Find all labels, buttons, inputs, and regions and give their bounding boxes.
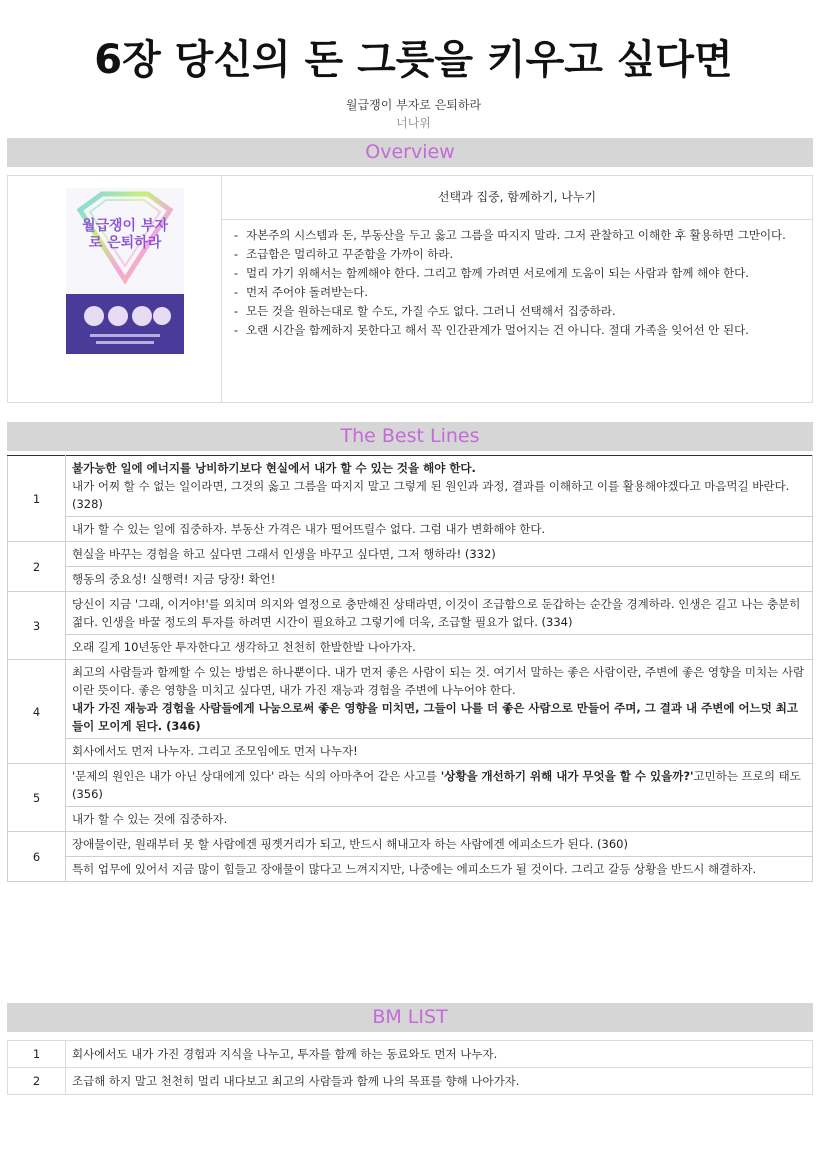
list-item: - 자본주의 시스템과 돈, 부동산을 두고 옳고 그름을 따지지 말라. 그저 관찰하고 이해한 후 활용하면 그만이다. <box>234 226 806 245</box>
bm-text: 조급해 하지 말고 천천히 멀리 내다보고 최고의 사람들과 함께 나의 목표를 향해 나아가자. <box>66 1068 813 1095</box>
table-row <box>8 660 813 739</box>
book-cover-cell <box>8 176 222 402</box>
overview-box <box>7 175 813 403</box>
overview-heading: 선택과 집중, 함께하기, 나누기 <box>222 176 812 220</box>
table-row <box>8 1068 813 1095</box>
cover-title: 월급쟁이 부자로 은퇴하라 <box>81 218 169 251</box>
list-item: - 멀리 가기 위해서는 함께해야 한다. 그리고 함께 가려면 서로에게 도움이 되는 사람과 함께 해야 한다. <box>234 264 806 283</box>
page-title: 6장 당신의 돈 그릇을 키우고 싶다면 <box>94 37 733 83</box>
table-row <box>8 567 813 592</box>
entry-note: 행동의 중요성! 실행력! 지금 당장! 확언! <box>66 567 813 592</box>
table-row <box>8 1041 813 1068</box>
table-row <box>8 857 813 882</box>
book-title: 월급쟁이 부자로 은퇴하라 <box>345 98 482 112</box>
bm-text: 회사에서도 내가 가진 경험과 지식을 나누고, 투자를 함께 하는 동료와도 먼저 나누자. <box>66 1041 813 1068</box>
list-item: - 조급함은 멀리하고 꾸준함을 가까이 하라. <box>234 245 806 264</box>
list-item: - 오랜 시간을 함께하지 못한다고 해서 꼭 인간관계가 멀어지는 건 아니다. 절대 가족을 잊어선 안 된다. <box>234 321 806 340</box>
table-row <box>8 456 813 517</box>
table-row <box>8 592 813 635</box>
entry-quote-bold: 불가능한 일에 에너지를 낭비하기보다 현실에서 내가 할 수 있는 것을 해야 한다. <box>72 461 476 475</box>
entry-number: 4 <box>8 660 66 764</box>
table-row <box>8 739 813 764</box>
table-row <box>8 764 813 807</box>
overview-points <box>234 226 806 340</box>
table-row <box>8 517 813 542</box>
table-row <box>8 807 813 832</box>
entry-quote-bold: '상황을 개선하기 위해 내가 무엇을 할 수 있을까?' <box>440 769 694 783</box>
entry-quote-text: 고민하는 프로의 태도 (356) <box>72 769 801 801</box>
list-item: - 모든 것을 원하는대로 할 수도, 가질 수도 없다. 그러니 선택해서 집중하라. <box>234 302 806 321</box>
best-lines-section-header: The Best Lines <box>7 422 813 451</box>
entry-quote-text: 내가 어찌 할 수 없는 일이라면, 그것의 옳고 그름을 따지지 말고 그렇게 된 원인과 과정, 결과를 이해하고 이를 활용해야겠다고 마음먹길 바란다. (328) <box>72 479 790 511</box>
cover-band <box>66 294 184 354</box>
entry-note: 내가 할 수 있는 것에 집중하자. <box>66 807 813 832</box>
entry-number: 6 <box>8 832 66 882</box>
table-row <box>8 635 813 660</box>
entry-note: 회사에서도 먼저 나누자. 그리고 조모임에도 먼저 나누자! <box>66 739 813 764</box>
bm-list-section-header: BM LIST <box>7 1003 813 1032</box>
table-row <box>8 832 813 857</box>
entry-note: 내가 할 수 있는 일에 집중하자. 부동산 가격은 내가 떨어뜨릴수 없다. 그럼 내가 변화해야 한다. <box>66 517 813 542</box>
book-cover-image <box>66 188 184 354</box>
entry-quote: 현실을 바꾸는 경험을 하고 싶다면 그래서 인생을 바꾸고 싶다면, 그저 행하라! (332) <box>66 542 813 567</box>
bm-number: 2 <box>8 1068 66 1095</box>
entry-quote-text: 최고의 사람들과 함께할 수 있는 방법은 하나뿐이다. 내가 먼저 좋은 사람이 되는 것. 여기서 말하는 좋은 사람이란, 주변에 좋은 영향을 미치는 사람이란 뜻이다. 좋은 영향을 미치고 싶다면, 내가 가진 재능과 경험을 주변에 나누어야 한다. <box>72 665 805 697</box>
list-item: - 먼저 주어야 돌려받는다. <box>234 283 806 302</box>
book-author: 너나위 <box>396 116 431 130</box>
entry-number: 5 <box>8 764 66 832</box>
entry-note: 특히 업무에 있어서 지금 많이 힘들고 장애물이 많다고 느껴지지만, 나중에는 에피소드가 될 것이다. 그리고 갈등 상황을 반드시 해결하자. <box>66 857 813 882</box>
entry-number: 3 <box>8 592 66 660</box>
bm-number: 1 <box>8 1041 66 1068</box>
entry-number: 2 <box>8 542 66 592</box>
bm-list-table <box>7 1040 813 1095</box>
best-lines-table <box>7 455 813 882</box>
entry-quote <box>66 764 813 807</box>
entry-note: 오래 길게 10년동안 투자한다고 생각하고 천천히 한발한발 나아가자. <box>66 635 813 660</box>
entry-quote: 장애물이란, 원래부터 못 할 사람에겐 핑곗거리가 되고, 반드시 해내고자 하는 사람에겐 에피소드가 된다. (360) <box>66 832 813 857</box>
book-cover-graphic <box>66 188 184 354</box>
overview-section-header: Overview <box>7 138 813 167</box>
entry-number: 1 <box>8 456 66 542</box>
entry-quote <box>66 660 813 739</box>
entry-quote: 당신이 지금 '그래, 이거야!'를 외치며 의지와 열정으로 충만해진 상태라면, 이것이 조급함으로 둔갑하는 순간을 경계하라. 인생은 길고 나는 충분히 젊다. 인생을 바꿀 정도의 투자를 하려면 시간이 필요하고 그렇기에 더욱, 조급할 필요가 없다. (334) <box>66 592 813 635</box>
table-row <box>8 542 813 567</box>
entry-quote-bold: 내가 가진 재능과 경험을 사람들에게 나눔으로써 좋은 영향을 미치면, 그들이 나를 더 좋은 사람으로 만들어 주며, 그 결과 내 주변에 어느덧 최고들이 모이게 된다. (346) <box>72 701 799 733</box>
entry-quote <box>66 456 813 517</box>
entry-quote-text: '문제의 원인은 내가 아닌 상대에게 있다' 라는 식의 아마추어 같은 사고를 <box>72 769 441 783</box>
